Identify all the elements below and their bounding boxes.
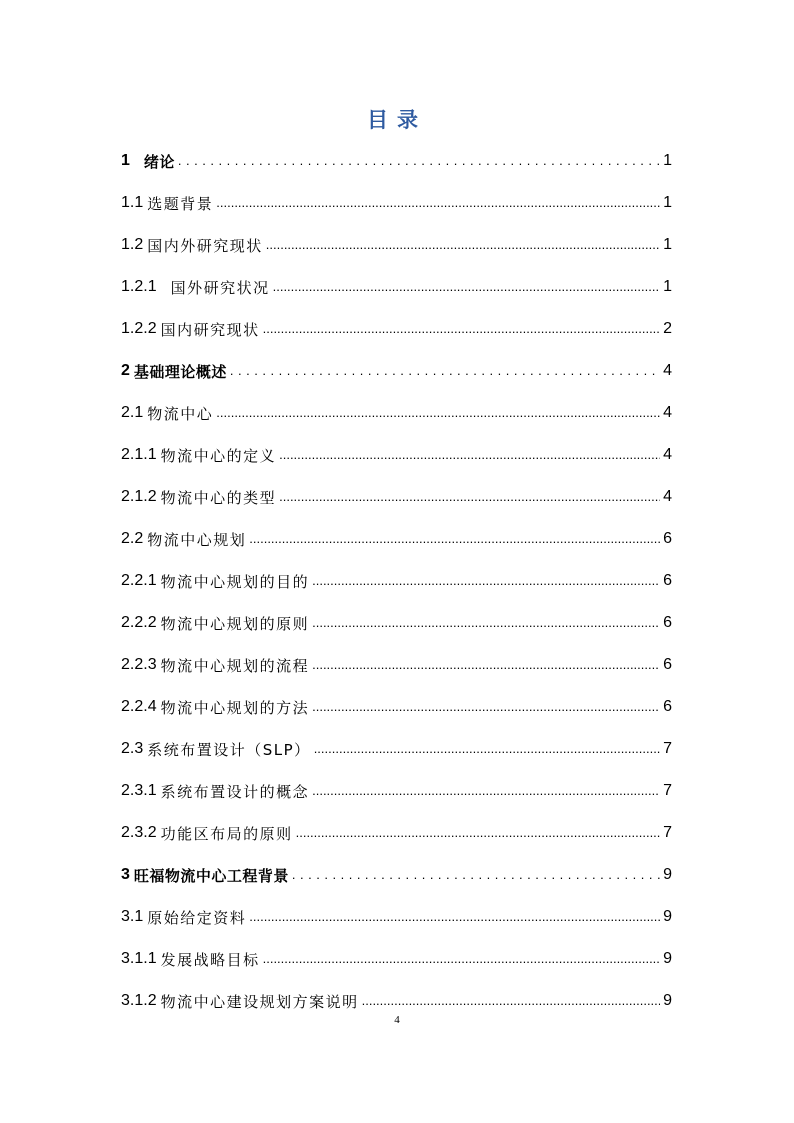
toc-dot-leader xyxy=(263,320,660,338)
toc-dot-leader xyxy=(312,656,660,674)
toc-entry[interactable] xyxy=(121,518,672,560)
toc-dot-leader xyxy=(249,908,660,926)
toc-entry-label: 旺福物流中心工程背景 xyxy=(133,866,289,885)
toc-dot-leader xyxy=(296,824,660,842)
toc-entry-number: 3.1.1 xyxy=(121,950,157,967)
toc-entry-page-number: 1 xyxy=(663,194,672,211)
toc-entry-number: 2.2.1 xyxy=(121,572,157,589)
toc-entry-number: 2.2.2 xyxy=(121,614,157,631)
toc-dot-leader xyxy=(216,404,660,422)
toc-entry[interactable] xyxy=(121,140,672,182)
toc-entry-label: 物流中心规划 xyxy=(147,530,247,549)
toc-entry-label: 物流中心 xyxy=(147,404,214,423)
toc-entry-number: 3.1 xyxy=(121,908,144,925)
toc-entry[interactable] xyxy=(121,350,672,392)
toc-entry-number: 2.2.4 xyxy=(121,698,157,715)
toc-entry-number: 2.3 xyxy=(121,740,144,757)
toc-entry[interactable] xyxy=(121,644,672,686)
toc-entry[interactable] xyxy=(121,476,672,518)
toc-entry-number: 2.2 xyxy=(121,530,144,547)
toc-entry[interactable] xyxy=(121,560,672,602)
toc-entry-label: 系统布置设计的概念 xyxy=(160,782,310,801)
toc-entry-label: 物流中心规划的目的 xyxy=(160,572,310,591)
toc-entry-page-number: 4 xyxy=(663,446,672,463)
toc-entry-label: 国内研究现状 xyxy=(160,320,260,339)
toc-entry-number: 1.2.2 xyxy=(121,320,157,337)
toc-entry-page-number: 9 xyxy=(663,992,672,1009)
toc-dot-leader xyxy=(263,950,660,968)
toc-entry-page-number: 6 xyxy=(663,530,672,547)
toc-entry-number: 2.1.2 xyxy=(121,488,157,505)
toc-entry[interactable] xyxy=(121,434,672,476)
toc-entry[interactable] xyxy=(121,728,672,770)
toc-entry-page-number: 7 xyxy=(663,782,672,799)
toc-entry[interactable] xyxy=(121,392,672,434)
toc-dot-leader xyxy=(279,446,660,464)
toc-entry-label: 物流中心建设规划方案说明 xyxy=(160,992,359,1011)
toc-entry[interactable] xyxy=(121,854,672,896)
toc-entry-page-number: 4 xyxy=(663,404,672,421)
toc-dot-leader xyxy=(314,740,660,758)
toc-entry-number: 1.2 xyxy=(121,236,144,253)
toc-entry[interactable] xyxy=(121,602,672,644)
table-of-contents xyxy=(121,140,672,1022)
toc-dot-leader xyxy=(312,782,660,800)
toc-dot-leader xyxy=(178,152,660,170)
toc-entry[interactable] xyxy=(121,938,672,980)
toc-entry-page-number: 4 xyxy=(663,362,672,379)
toc-entry[interactable] xyxy=(121,812,672,854)
toc-dot-leader xyxy=(312,614,660,632)
toc-entry[interactable] xyxy=(121,224,672,266)
toc-dot-leader xyxy=(273,278,660,296)
toc-entry-label: 发展战略目标 xyxy=(160,950,260,969)
toc-entry-label: 绪论 xyxy=(143,152,175,171)
toc-dot-leader xyxy=(292,866,660,884)
toc-entry-page-number: 2 xyxy=(663,320,672,337)
toc-entry-label: 选题背景 xyxy=(147,194,214,213)
footer-page-number: 4 xyxy=(394,1014,400,1026)
toc-entry-number: 2.1 xyxy=(121,404,144,421)
toc-entry-label: 基础理论概述 xyxy=(133,362,227,381)
toc-dot-leader xyxy=(312,572,660,590)
toc-entry-label: 国外研究状况 xyxy=(170,278,270,297)
toc-entry-page-number: 6 xyxy=(663,572,672,589)
toc-entry-label: 国内外研究现状 xyxy=(147,236,263,255)
toc-dot-leader xyxy=(266,236,660,254)
toc-entry-number: 1 xyxy=(121,152,130,169)
toc-entry-number: 2.3.1 xyxy=(121,782,157,799)
toc-dot-leader xyxy=(312,698,660,716)
toc-entry-label: 物流中心的类型 xyxy=(160,488,277,507)
toc-entry-page-number: 7 xyxy=(663,740,672,757)
toc-entry-page-number: 1 xyxy=(663,236,672,253)
toc-entry-number: 3.1.2 xyxy=(121,992,157,1009)
toc-entry-label: 物流中心规划的流程 xyxy=(160,656,310,675)
toc-entry-number: 1.1 xyxy=(121,194,144,211)
toc-dot-leader xyxy=(216,194,660,212)
toc-entry-page-number: 9 xyxy=(663,866,672,883)
toc-title: 目录 xyxy=(367,108,427,132)
toc-dot-leader xyxy=(230,362,660,380)
toc-dot-leader xyxy=(249,530,660,548)
toc-dot-leader xyxy=(362,992,660,1010)
toc-entry-number: 1.2.1 xyxy=(121,278,157,295)
toc-entry[interactable] xyxy=(121,686,672,728)
toc-entry-page-number: 6 xyxy=(663,656,672,673)
toc-entry-page-number: 9 xyxy=(663,950,672,967)
toc-entry-number: 3 xyxy=(121,866,130,883)
toc-entry-page-number: 4 xyxy=(663,488,672,505)
toc-dot-leader xyxy=(279,488,660,506)
toc-entry-label: 物流中心规划的原则 xyxy=(160,614,310,633)
toc-entry[interactable] xyxy=(121,308,672,350)
toc-entry[interactable] xyxy=(121,182,672,224)
toc-entry-label: 物流中心的定义 xyxy=(160,446,277,465)
toc-entry[interactable] xyxy=(121,770,672,812)
toc-entry-number: 2.3.2 xyxy=(121,824,157,841)
toc-entry-page-number: 6 xyxy=(663,614,672,631)
toc-entry-number: 2.1.1 xyxy=(121,446,157,463)
toc-entry-page-number: 9 xyxy=(663,908,672,925)
toc-entry[interactable] xyxy=(121,266,672,308)
toc-entry-page-number: 1 xyxy=(663,152,672,169)
toc-entry-label: 物流中心规划的方法 xyxy=(160,698,310,717)
toc-entry-page-number: 7 xyxy=(663,824,672,841)
toc-entry[interactable] xyxy=(121,896,672,938)
toc-entry-page-number: 1 xyxy=(663,278,672,295)
toc-entry-label: 功能区布局的原则 xyxy=(160,824,293,843)
toc-entry-label: 系统布置设计（SLP） xyxy=(147,740,311,759)
toc-entry-label: 原始给定资料 xyxy=(147,908,247,927)
toc-entry-page-number: 6 xyxy=(663,698,672,715)
toc-entry-number: 2 xyxy=(121,362,130,379)
toc-entry-number: 2.2.3 xyxy=(121,656,157,673)
